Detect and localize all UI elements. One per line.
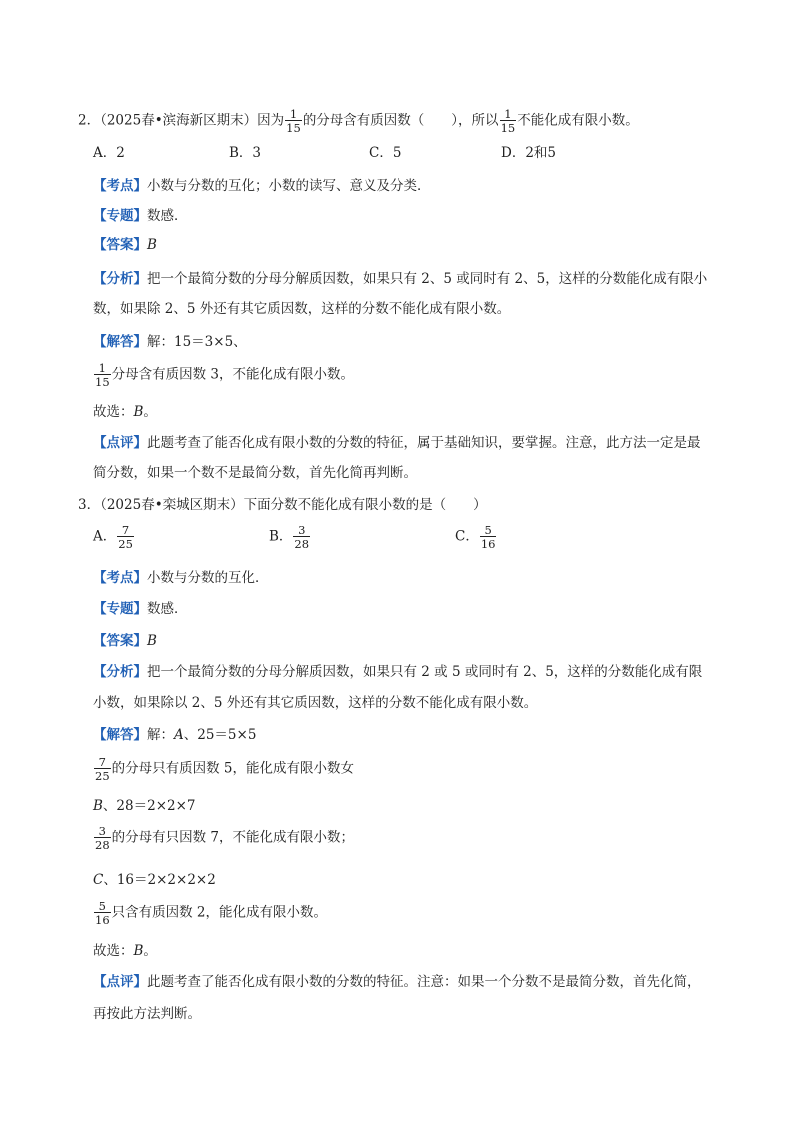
fraction-numerator: 3 — [98, 824, 106, 838]
option-label: A． — [93, 528, 117, 545]
fraction-denominator: 25 — [118, 537, 133, 551]
q2-stem — [78, 108, 639, 134]
q2-jieda-line-2 — [93, 362, 354, 388]
dianping-text: 再按此方法判断。 — [93, 1006, 201, 1022]
dianping-tag: 【点评】 — [93, 974, 147, 990]
guxuan-end: 。 — [143, 404, 157, 420]
answer-text: B — [147, 633, 157, 649]
option-label: C． — [455, 528, 479, 545]
q3-zhuanti — [93, 600, 188, 618]
option-fraction — [117, 524, 134, 550]
q2-option-c: C．5 — [369, 145, 402, 161]
jieda-text: 分母含有质因数 3，不能化成有限小数。 — [111, 366, 355, 383]
fenxi-tag: 【分析】 — [93, 664, 147, 680]
fraction-numerator: 5 — [484, 523, 492, 537]
answer-tag: 【答案】 — [93, 237, 147, 253]
option-fraction — [480, 524, 497, 550]
jieda-text: 、16＝2×2×2×2 — [103, 872, 216, 888]
zhuanti-text: 数感． — [147, 208, 188, 224]
q3-jieda-line-5 — [93, 871, 216, 889]
fraction-denominator: 28 — [95, 838, 110, 852]
q2-fenxi-line-1 — [93, 270, 707, 288]
fenxi-text: 把一个最简分数的分母分解质因数，如果只有 2 或 5 或同时有 2、5，这样的分数能化成有限 — [147, 664, 703, 680]
q3-options — [93, 524, 497, 550]
jieda-text: 只含有质因数 2，能化成有限小数。 — [111, 904, 328, 921]
q3-guxuan — [93, 942, 157, 960]
jieda-text: 、28＝2×2×7 — [102, 798, 196, 814]
fraction-numerator: 5 — [98, 899, 106, 913]
jieda-choice: B — [93, 798, 103, 814]
fraction-denominator: 28 — [294, 537, 310, 551]
zhuanti-tag: 【专题】 — [93, 208, 147, 224]
q3-jieda-line-1 — [93, 726, 256, 744]
zhuanti-text: 数感． — [147, 601, 188, 617]
fraction-denominator: 15 — [286, 121, 301, 135]
fraction-numerator: 1 — [98, 361, 106, 375]
guxuan-end: 。 — [143, 943, 157, 959]
q3-kaodian — [93, 569, 269, 587]
q2-fraction-2 — [500, 108, 517, 134]
kaodian-text: 小数与分数的互化；小数的读写、意义及分类． — [147, 178, 431, 194]
fraction-numerator: 3 — [298, 523, 306, 537]
fraction-numerator: 1 — [504, 107, 512, 121]
guxuan-choice: B — [133, 404, 144, 420]
fraction-denominator: 15 — [500, 121, 516, 135]
fraction-denominator: 25 — [95, 769, 110, 783]
jieda-choice: C — [93, 872, 104, 888]
q3-jieda-line-6 — [93, 900, 327, 926]
q3-stem-text: 3．（2025春•栾城区期末）下面分数不能化成有限小数的是（ ） — [78, 497, 487, 513]
q3-dianping-line-1 — [93, 973, 701, 991]
jieda-text: 解：15＝3×5、 — [147, 334, 247, 350]
q2-dianping-line-2 — [93, 464, 417, 482]
kaodian-tag: 【考点】 — [93, 570, 147, 586]
q2-stem-part-a: 2．（2025春•滨海新区期末）因为 — [78, 112, 285, 129]
q3-answer — [93, 632, 157, 650]
fraction-numerator: 1 — [289, 107, 298, 121]
guxuan-label: 故选： — [93, 404, 134, 420]
jieda-tag: 【解答】 — [93, 334, 147, 350]
q3-stem — [78, 496, 487, 514]
fenxi-tag: 【分析】 — [93, 271, 147, 287]
fenxi-text: 小数，如果除以 2、5 外还有其它质因数，这样的分数不能化成有限小数。 — [93, 695, 538, 711]
dianping-text: 简分数，如果一个数不是最简分数，首先化简再判断。 — [93, 465, 417, 481]
fenxi-text: 把一个最简分数的分母分解质因数，如果只有 2、5 或同时有 2、5，这样的分数能化成有限小 — [147, 271, 708, 287]
guxuan-choice: B — [133, 943, 144, 959]
q3-jieda-fraction-c — [94, 900, 111, 926]
q3-jieda-line-2 — [93, 756, 354, 782]
q3-fenxi-line-2 — [93, 694, 537, 712]
fraction-denominator: 15 — [95, 375, 110, 389]
q2-option-d: D．2和5 — [501, 145, 557, 161]
q3-jieda-line-3 — [93, 797, 196, 815]
fraction-denominator: 16 — [480, 537, 496, 551]
q3-jieda-line-4 — [93, 825, 354, 851]
dianping-text: 此题考查了能否化成有限小数的分数的特征。注意：如果一个分数不是最简分数，首先化简， — [147, 974, 701, 990]
jieda-text: 、25＝5×5 — [183, 727, 257, 743]
q2-option-b: B．3 — [229, 145, 262, 161]
q2-guxuan — [93, 403, 157, 421]
zhuanti-tag: 【专题】 — [93, 601, 147, 617]
jieda-text: 的分母只有质因数 5，能化成有限小数女 — [111, 760, 355, 777]
q3-option-a — [93, 524, 269, 550]
q2-zhuanti — [93, 207, 188, 225]
q3-fenxi-line-1 — [93, 663, 702, 681]
option-fraction — [293, 524, 310, 550]
q2-jieda-fraction — [94, 362, 111, 388]
jieda-text: 的分母有只因数 7，不能化成有限小数； — [111, 829, 355, 846]
kaodian-tag: 【考点】 — [93, 178, 147, 194]
q2-jieda-line-1 — [93, 333, 247, 351]
q2-kaodian — [93, 177, 431, 195]
fraction-denominator: 16 — [95, 913, 110, 927]
option-label: B． — [269, 528, 293, 545]
q2-options — [93, 144, 556, 162]
dianping-text: 此题考查了能否化成有限小数的分数的特征，属于基础知识，要掌握。注意，此方法一定是最 — [147, 435, 701, 451]
q2-fraction-1 — [285, 108, 302, 134]
fenxi-text: 数，如果除 2、5 外还有其它质因数，这样的分数不能化成有限小数。 — [93, 301, 511, 317]
q2-option-a: A．2 — [93, 145, 125, 161]
q3-option-c — [455, 524, 497, 550]
q3-jieda-fraction-a — [94, 756, 111, 782]
kaodian-text: 小数与分数的互化． — [147, 570, 269, 586]
answer-text: B — [147, 237, 157, 253]
q3-option-b — [269, 524, 455, 550]
q2-stem-part-b: 的分母含有质因数（ ），所以 — [302, 112, 499, 129]
fraction-numerator: 7 — [98, 755, 106, 769]
q3-dianping-line-2 — [93, 1005, 201, 1023]
dianping-tag: 【点评】 — [93, 435, 147, 451]
q2-stem-part-c: 不能化成有限小数。 — [517, 112, 639, 129]
fraction-numerator: 7 — [121, 523, 130, 537]
jieda-choice: A — [174, 727, 184, 743]
q3-jieda-fraction-b — [94, 825, 111, 851]
jieda-text: 解： — [147, 727, 174, 743]
q2-dianping-line-1 — [93, 434, 701, 452]
jieda-tag: 【解答】 — [93, 727, 147, 743]
guxuan-label: 故选： — [93, 943, 134, 959]
q2-answer — [93, 236, 157, 254]
q2-fenxi-line-2 — [93, 300, 510, 318]
answer-tag: 【答案】 — [93, 633, 147, 649]
